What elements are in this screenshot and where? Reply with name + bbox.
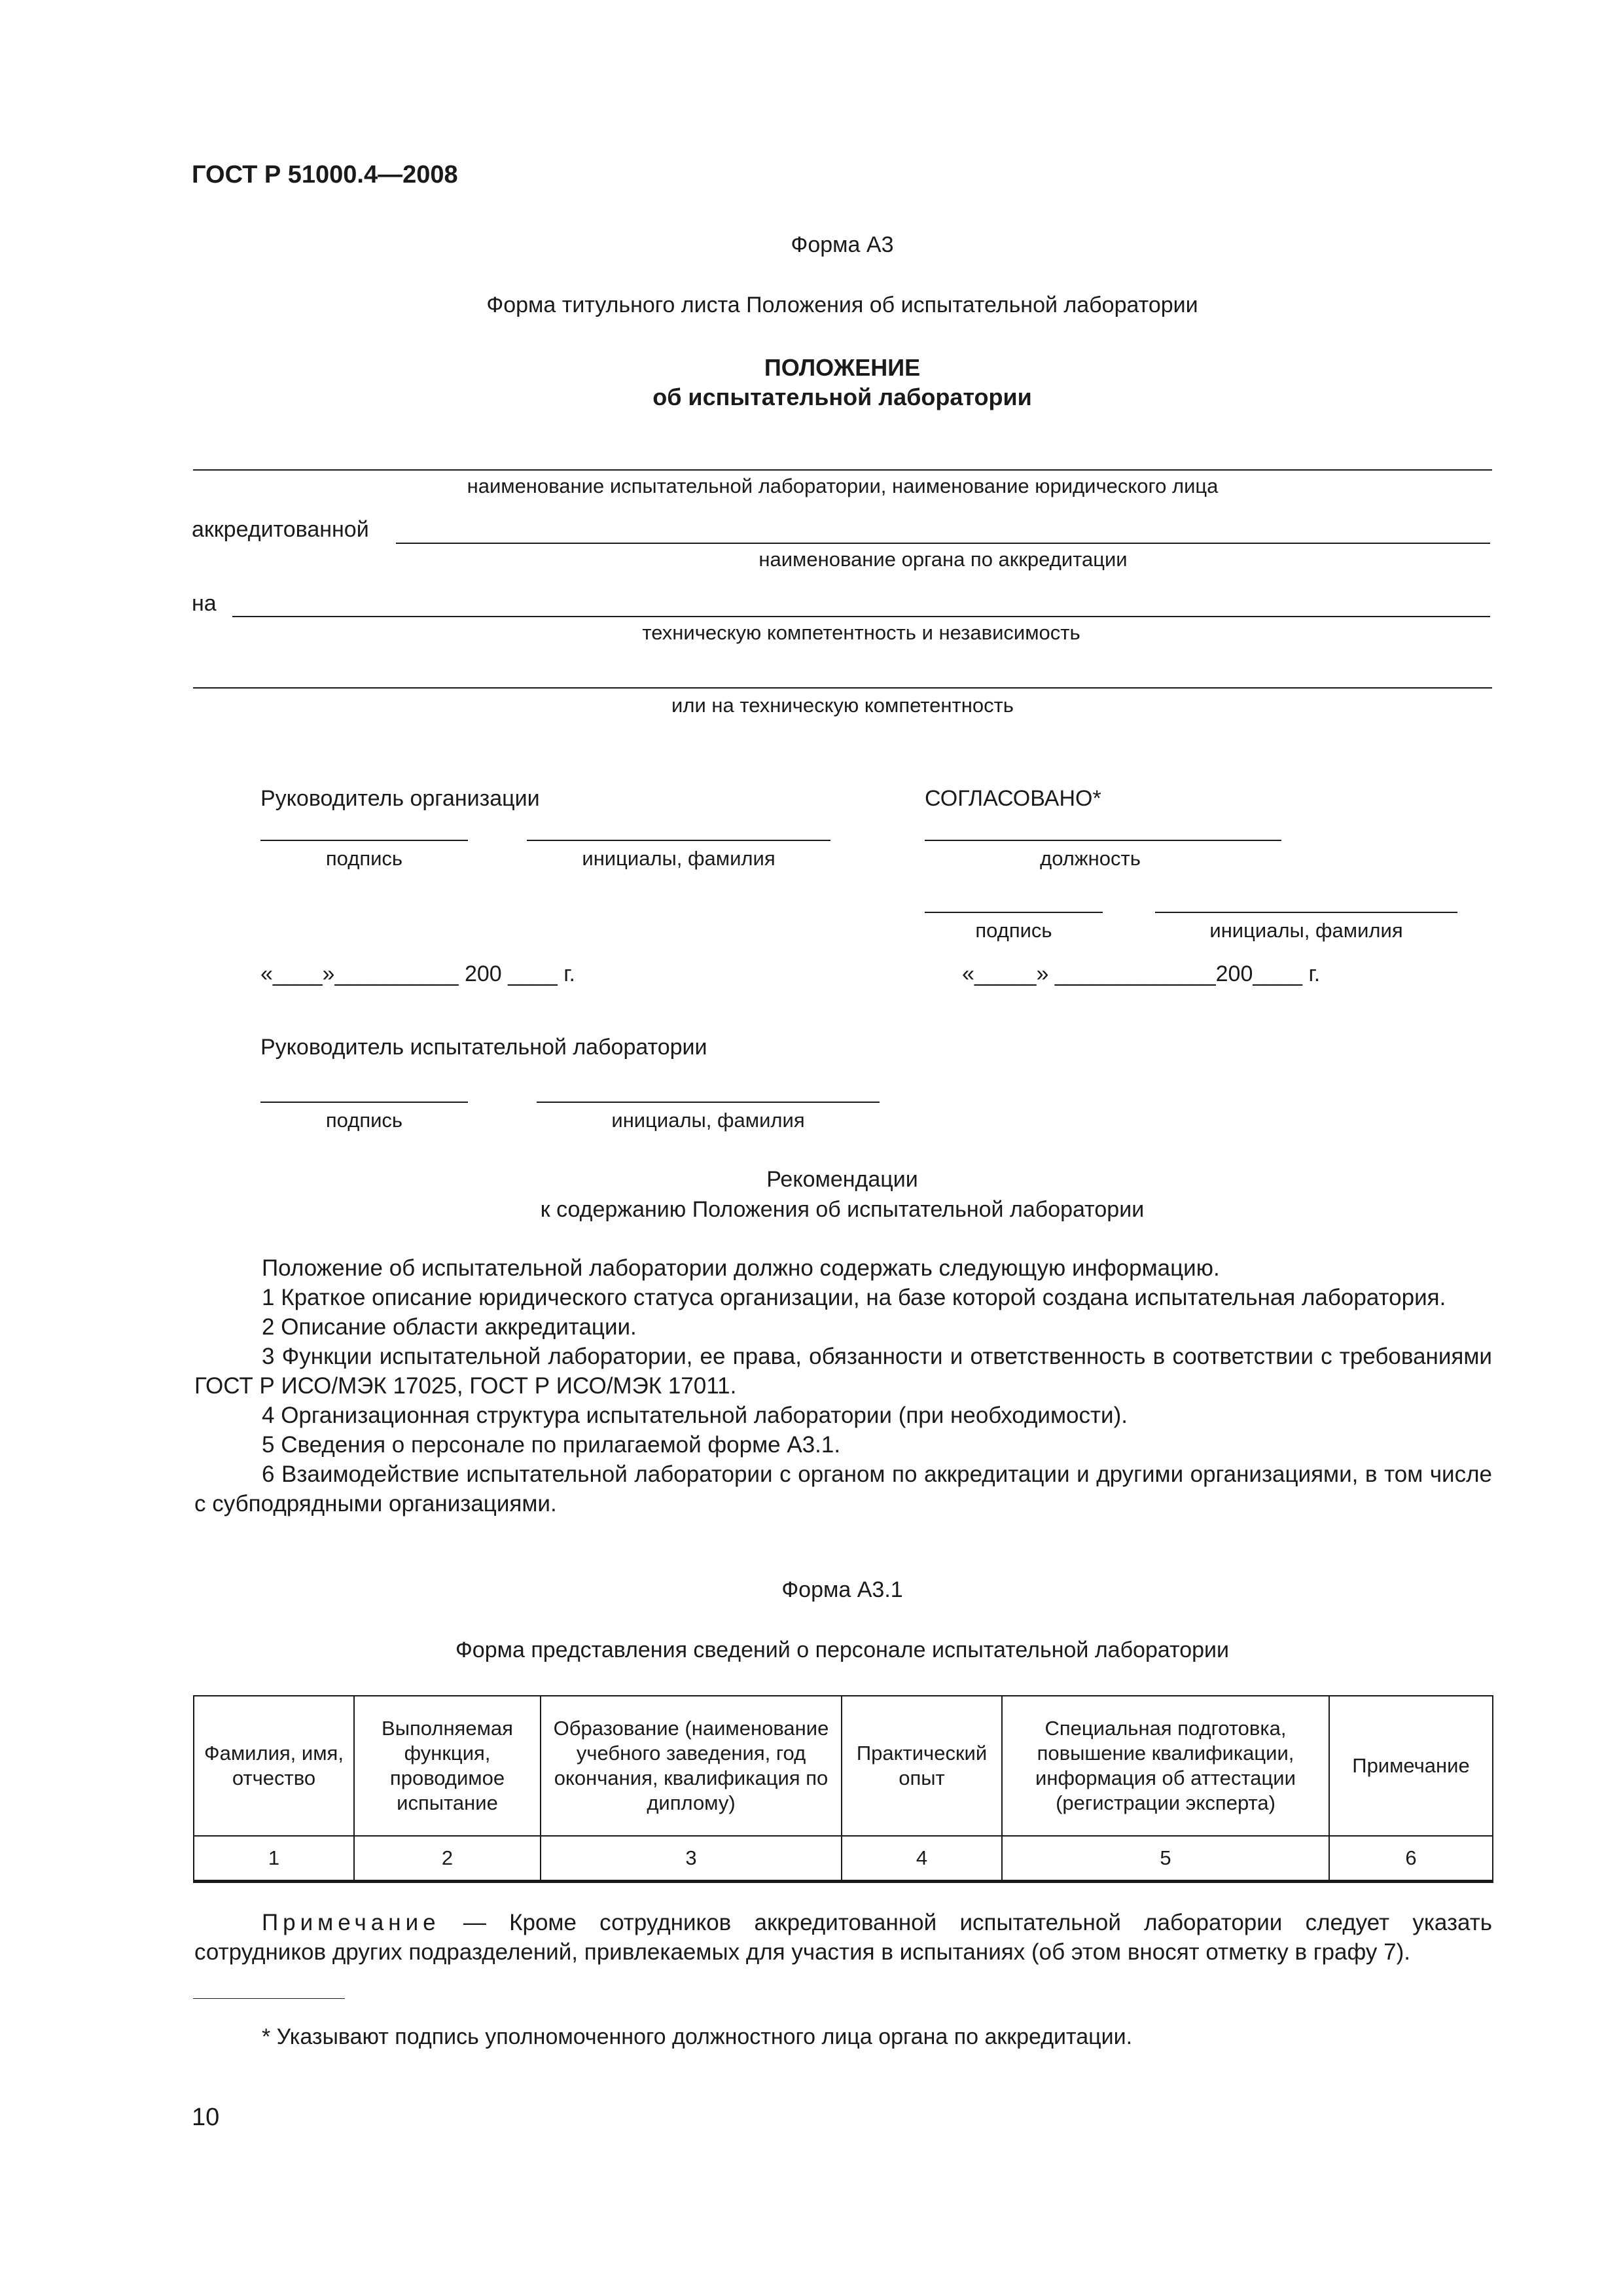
recommendations-intro: Положение об испытательной лаборатории должно содержать следующую информацию. xyxy=(262,1255,1220,1281)
column-number: 6 xyxy=(1329,1836,1493,1882)
position-field-line[interactable] xyxy=(925,840,1281,841)
column-header: Практический опыт xyxy=(842,1696,1002,1836)
recommendation-item-6: 6 Взаимодействие испытательной лаборатории с органом по аккредитации и другими организациями, в том числе с субподрядными организациями. xyxy=(194,1462,1492,1516)
column-number: 3 xyxy=(541,1836,842,1882)
recommendation-item-4: 4 Организационная структура испытательной лаборатории (при необходимости). xyxy=(262,1403,1128,1428)
lab-head-initials-line[interactable] xyxy=(537,1102,880,1103)
column-number: 2 xyxy=(354,1836,541,1882)
recommendations-title: Рекомендации xyxy=(766,1167,918,1192)
agreed-initials-hint: инициалы, фамилия xyxy=(1209,919,1403,942)
competence-field-line[interactable] xyxy=(232,616,1490,617)
accreditation-body-field-line[interactable] xyxy=(396,543,1490,544)
lab-head-initials-hint: инициалы, фамилия xyxy=(611,1109,805,1132)
form-a3-label: Форма А3 xyxy=(791,232,894,257)
personnel-table xyxy=(193,1695,1493,1883)
column-header: Выполняемая функция, проводимое испытание xyxy=(354,1696,541,1836)
column-header: Образование (наименование учебного заведения, год окончания, квалификация по диплому) xyxy=(541,1696,842,1836)
note-text: — Кроме сотрудников аккредитованной испытательной лаборатории следует указать сотрудников других подразделений, привлекаемых для участия в испытаниях (об этом вносят отметку в графу 7). xyxy=(194,1910,1492,1965)
recommendations-subtitle: к содержанию Положения об испытательной лаборатории xyxy=(540,1197,1145,1222)
page-number: 10 xyxy=(192,2104,220,2131)
form-a3-caption: Форма титульного листа Положения об испытательной лаборатории xyxy=(486,293,1198,317)
agreed-initials-line[interactable] xyxy=(1155,912,1457,913)
org-head-initials-hint: инициалы, фамилия xyxy=(582,847,776,870)
column-number: 4 xyxy=(842,1836,1002,1882)
column-header: Специальная подготовка, повышение квалификации, информация об аттестации (регистрации эксперта) xyxy=(1002,1696,1329,1836)
table-header-row xyxy=(194,1696,1493,1836)
agreed-signature-line[interactable] xyxy=(925,912,1103,913)
lab-head-signature-hint: подпись xyxy=(325,1109,403,1132)
recommendations-body xyxy=(194,1253,1492,1518)
agreed-label: СОГЛАСОВАНО* xyxy=(925,786,1101,811)
competence-alt-hint: или на техническую компетентность xyxy=(671,694,1014,717)
agreed-signature-hint: подпись xyxy=(975,919,1052,942)
org-head-date[interactable]: «____»__________ 200 ____ г. xyxy=(260,961,575,986)
org-head-label: Руководитель организации xyxy=(260,786,540,811)
footnote-separator xyxy=(193,1998,345,1999)
column-header: Примечание xyxy=(1329,1696,1493,1836)
recommendation-item-1: 1 Краткое описание юридического статуса организации, на базе которой создана испытательная лаборатория. xyxy=(262,1285,1446,1310)
org-head-signature-hint: подпись xyxy=(325,847,403,870)
accredited-label: аккредитованной xyxy=(192,517,369,542)
lab-head-signature-line[interactable] xyxy=(260,1102,468,1103)
org-head-signature-line[interactable] xyxy=(260,840,468,841)
competence-alt-field-line[interactable] xyxy=(193,687,1492,689)
position-hint: должность xyxy=(1040,847,1141,870)
footnote: * Указывают подпись уполномоченного должностного лица органа по аккредитации. xyxy=(262,2024,1133,2049)
recommendation-item-5: 5 Сведения о персонале по прилагаемой форме А3.1. xyxy=(262,1432,841,1458)
table-note xyxy=(194,1908,1492,1967)
org-head-initials-line[interactable] xyxy=(527,840,830,841)
agreed-date[interactable]: «_____» _____________200____ г. xyxy=(962,961,1321,986)
table-number-row xyxy=(194,1836,1493,1882)
accreditation-body-hint: наименование органа по аккредитации xyxy=(758,548,1128,571)
recommendation-item-2: 2 Описание области аккредитации. xyxy=(262,1314,637,1340)
column-number: 5 xyxy=(1002,1836,1329,1882)
standard-designation: ГОСТ Р 51000.4—2008 xyxy=(192,161,458,188)
column-header: Фамилия, имя, отчество xyxy=(194,1696,354,1836)
lab-name-field-line[interactable] xyxy=(193,469,1492,471)
lab-name-hint: наименование испытательной лаборатории, наименование юридического лица xyxy=(467,475,1219,497)
form-a31-label: Форма А3.1 xyxy=(781,1577,903,1602)
document-subtitle: об испытательной лаборатории xyxy=(652,384,1032,410)
competence-hint: техническую компетентность и независимость xyxy=(642,621,1080,644)
recommendation-item-3: 3 Функции испытательной лаборатории, ее права, обязанности и ответственность в соответствии с требованиями ГОСТ Р ИСО/МЭК 17025, ГОСТ Р ИСО/МЭК 17011. xyxy=(194,1344,1492,1399)
lab-head-label: Руководитель испытательной лаборатории xyxy=(260,1035,707,1060)
note-label: Примечание xyxy=(262,1910,440,1935)
form-a31-caption: Форма представления сведений о персонале испытательной лаборатории xyxy=(455,1638,1230,1662)
on-label: на xyxy=(192,591,217,616)
column-number: 1 xyxy=(194,1836,354,1882)
document-title: ПОЛОЖЕНИЕ xyxy=(764,354,921,381)
